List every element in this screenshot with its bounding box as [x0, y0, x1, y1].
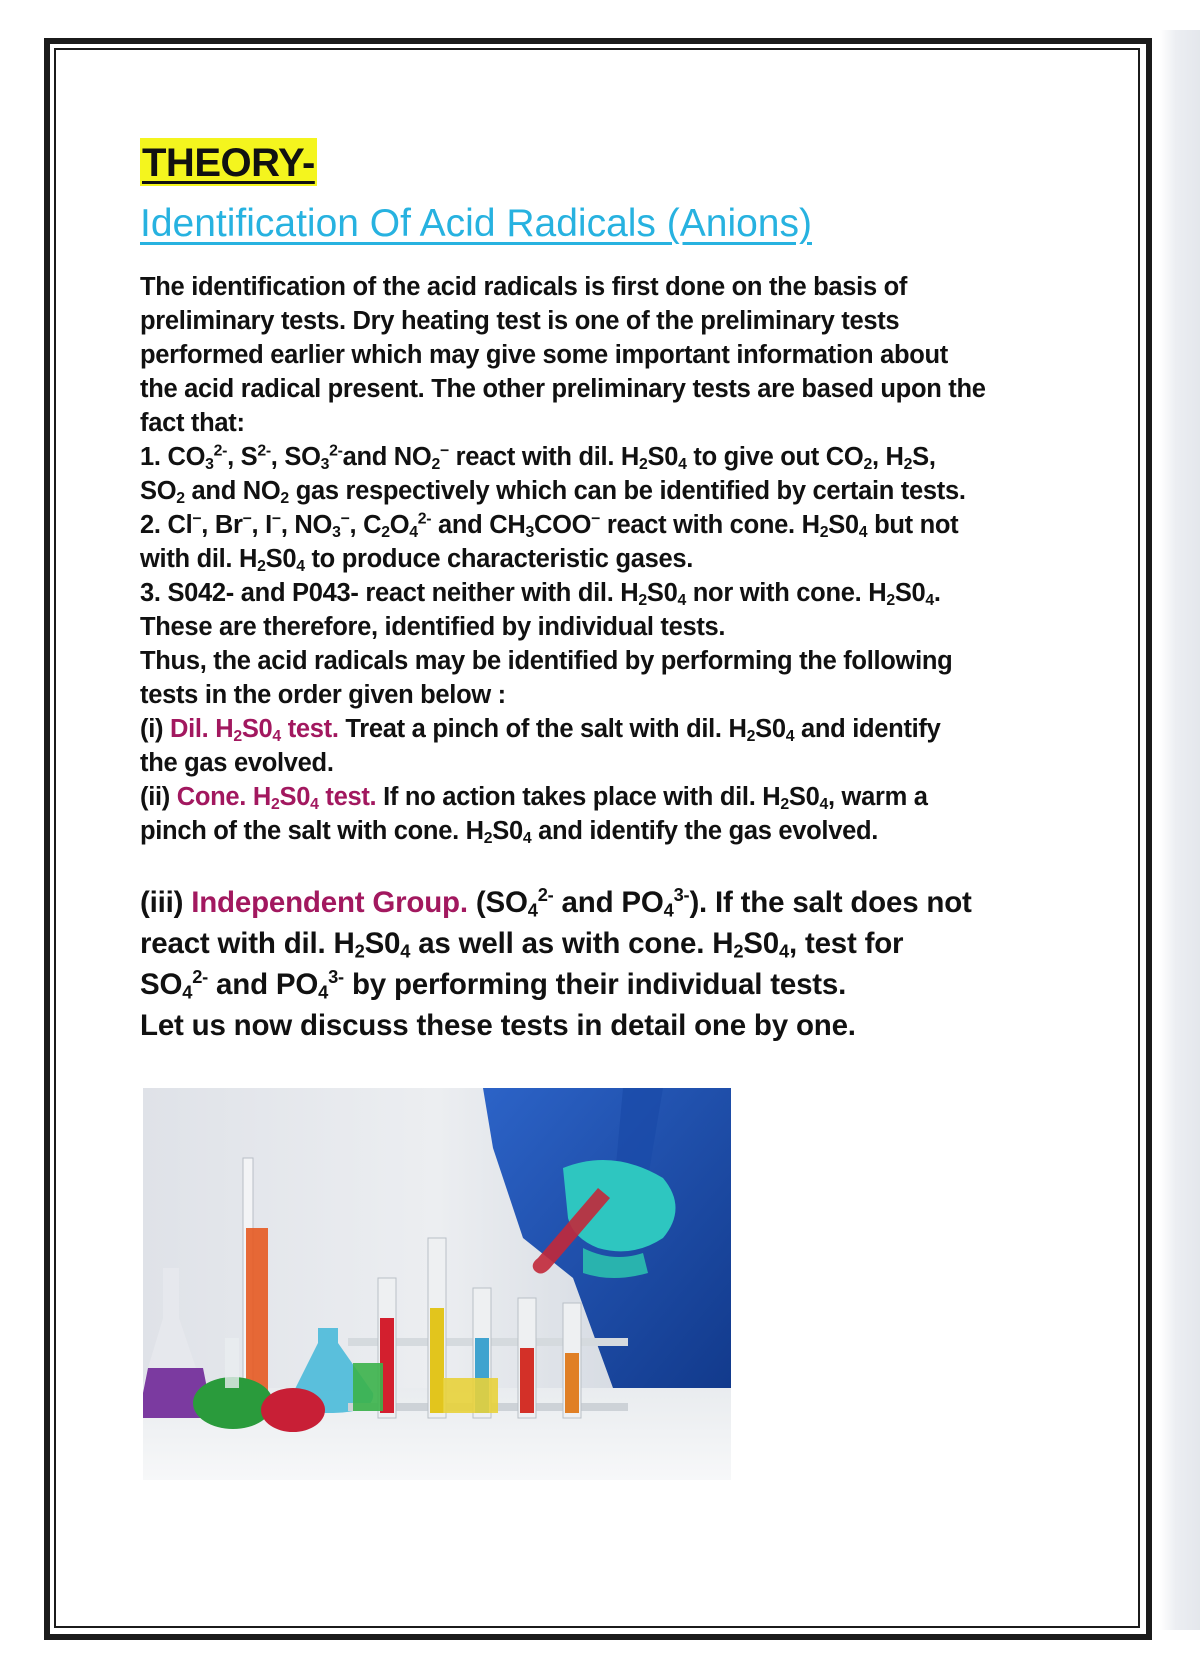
intro-line: fact that: — [140, 409, 245, 437]
theory-heading: THEORY- — [140, 138, 317, 186]
item-2-line-1: 2. Cl−, Br−, I−, $NO_3^-$, $C_2O_4^{2-}$ and $CH_3COO^-$ react with cone. $H_2S0_4$ but not — [140, 510, 959, 541]
theory-body — [140, 270, 1075, 848]
page-edge-shadow — [1160, 30, 1200, 1630]
test-2-line-1: (ii) Cone. $H_2S0_4$ test. If no action takes place with dil. $H_2S0_4$, warm a — [140, 783, 928, 813]
test-3-line-3: $SO_4^{2-}$ and $PO_4^{3-}$ by performing their individual tests. — [140, 966, 847, 1003]
test-1-line-2: the gas evolved. — [140, 749, 334, 777]
test-3-line-1: (iii) Independent Group. ($SO_4^{2-}$ and $PO_4^{3-}$). If the salt does not — [140, 884, 972, 921]
intro-line: performed earlier which may give some important information about — [140, 341, 948, 369]
document-content — [140, 138, 1075, 1046]
test-3-line-2: react with dil. $H_2S0_4$ as well as with cone. $H_2S0_4$, test for — [140, 927, 904, 962]
test-1-line-1: (i) Dil. $H_2S0_4$ test. Treat a pinch of the salt with dil. $H_2S0_4$ and identify — [140, 715, 941, 745]
item-3-line-2: These are therefore, identified by individual tests. — [140, 613, 726, 641]
thus-line: Thus, the acid radicals may be identified by performing the following — [140, 647, 953, 675]
test-1-name: Dil. $H_2S0_4$ test. — [169, 715, 339, 745]
test-2-line-2: pinch of the salt with cone. $H_2S0_4$ and identify the gas evolved. — [140, 817, 879, 847]
lab-glassware-photo — [143, 1088, 731, 1480]
intro-line: preliminary tests. Dry heating test is one of the preliminary tests — [140, 307, 900, 335]
item-3-line-1: 3. S042- and P043- react neither with dil. $H_2S0_4$ nor with cone. $H_2S0_4$. — [140, 579, 941, 609]
test-2-name: Cone. $H_2S0_4$ test. — [176, 783, 377, 813]
thus-line: tests in the order given below : — [140, 681, 506, 709]
test-3-name: Independent Group. — [191, 886, 468, 919]
intro-line: the acid radical present. The other preliminary tests are based upon the — [140, 375, 986, 403]
item-1-line-2: $SO_2$ and $NO_2$ gas respectively which can be identified by certain tests. — [140, 477, 966, 507]
item-2-line-2: with dil. $H_2S0_4$ to produce characteristic gases. — [140, 545, 694, 575]
independent-group-section — [140, 882, 1075, 1046]
closing-line: Let us now discuss these tests in detail one by one. — [140, 1009, 856, 1042]
intro-line: The identification of the acid radicals is first done on the basis of — [140, 273, 908, 301]
item-1-line-1: 1. $CO_3^{2-}$, $S^{2-}$, $SO_3^{2-}and$ $NO_2^-$ react with dil. $H_2S0_4$ to give out $CO_2$, $H_2S$, — [140, 442, 936, 473]
section-title: Identification Of Acid Radicals (Anions) — [140, 202, 812, 245]
